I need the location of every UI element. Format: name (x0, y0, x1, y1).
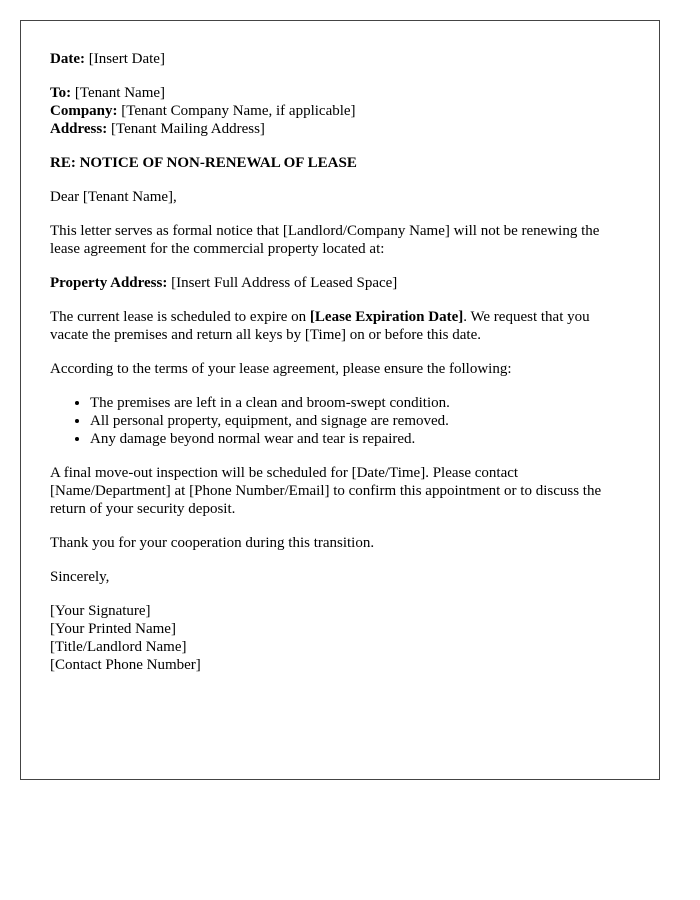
letter-page (20, 20, 660, 780)
list-item: • The premises are left in a clean and broom-swept condition. (90, 394, 631, 412)
expiry-date: [Lease Expiration Date] (309, 309, 464, 325)
company-value: [Tenant Company Name, if applicable] (121, 103, 356, 119)
expiry-paragraph (50, 308, 631, 344)
date-label: Date: (50, 51, 85, 67)
date-value: [Insert Date] (88, 51, 165, 67)
to-label: To: (50, 85, 72, 101)
property-address-line (50, 274, 631, 292)
list-item: • All personal property, equipment, and signage are removed. (90, 412, 631, 430)
printed-name-line: [Your Printed Name] (50, 621, 176, 637)
expiry-text-after: . We request that you vacate the premises and return all keys by [Time] on or before this date. (50, 309, 590, 343)
address-label: Address: (50, 121, 108, 137)
signature-block (50, 602, 631, 674)
company-label: Company: (50, 103, 118, 119)
subject-line (50, 154, 631, 172)
property-address-value: [Insert Full Address of Leased Space] (171, 275, 398, 291)
address-value: [Tenant Mailing Address] (110, 121, 265, 137)
company-line (50, 102, 631, 120)
thanks-paragraph: Thank you for your cooperation during this transition. (50, 535, 375, 551)
terms-list (50, 394, 631, 448)
expiry-text-before: The current lease is scheduled to expire on (50, 309, 310, 325)
terms-intro: According to the terms of your lease agreement, please ensure the following: (50, 361, 512, 377)
intro-paragraph: This letter serves as formal notice that [Landlord/Company Name] will not be renewing the lease agreement for the commercial property located at: (50, 223, 600, 257)
subject-text: RE: NOTICE OF NON-RENEWAL OF LEASE (50, 155, 357, 171)
signature-line: [Your Signature] (50, 603, 151, 619)
address-line (50, 120, 631, 138)
list-item: • Any damage beyond normal wear and tear is repaired. (90, 430, 631, 448)
phone-line: [Contact Phone Number] (50, 657, 201, 673)
title-line: [Title/Landlord Name] (50, 639, 187, 655)
date-line (50, 50, 631, 68)
to-line (50, 84, 631, 102)
property-address-label: Property Address: (50, 275, 168, 291)
inspection-paragraph: A final move-out inspection will be scheduled for [Date/Time]. Please contact [Name/Department] at [Phone Number/Email] to confirm this appointment or to discuss the return of your security deposit. (50, 465, 602, 517)
recipient-block (50, 84, 631, 138)
salutation: Dear [Tenant Name], (50, 189, 177, 205)
to-value: [Tenant Name] (74, 85, 166, 101)
closing: Sincerely, (50, 569, 110, 585)
